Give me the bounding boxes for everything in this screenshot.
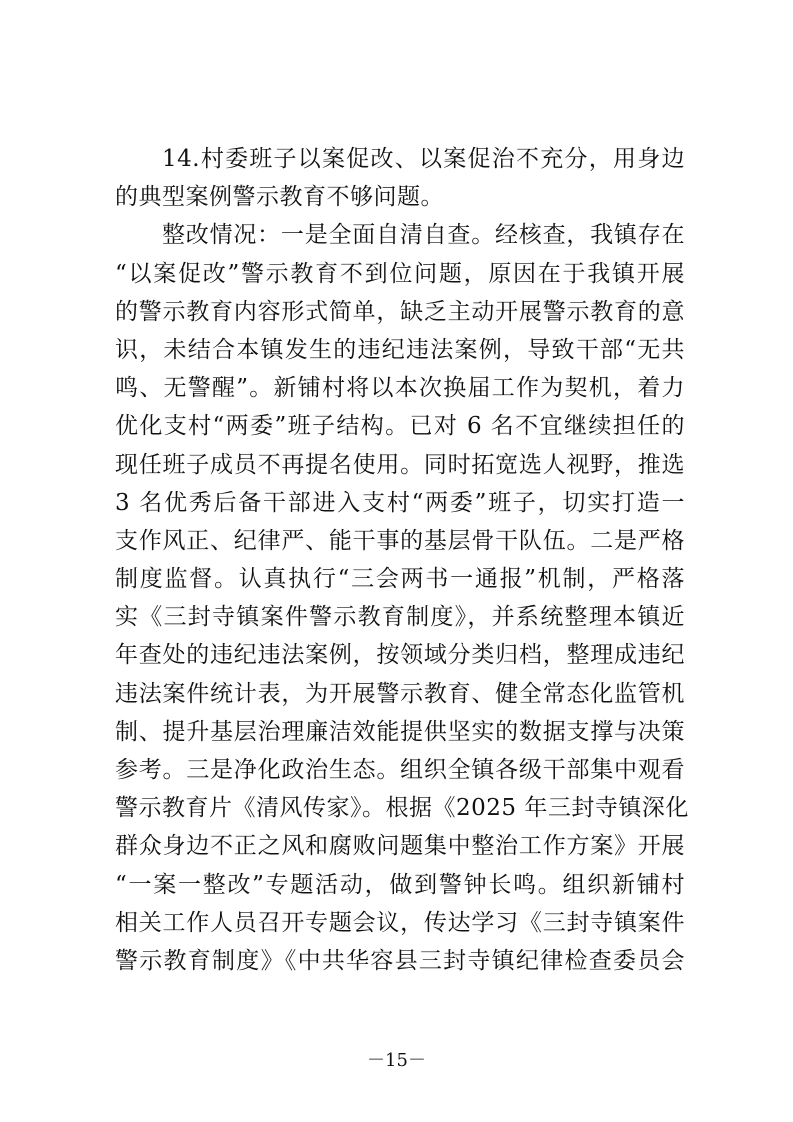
- text-line: 警示教育制度》《中共华容县三封寺镇纪律检查委员会: [115, 947, 685, 974]
- text-line: 相关工作人员召开专题会议，传达学习《三封寺镇案件: [115, 909, 685, 936]
- text-line: 鸣、无警醒”。新铺村将以本次换届工作为契机，着力: [115, 375, 685, 402]
- text-line: 14.村委班子以案促改、以案促治不充分，用身边: [162, 146, 685, 172]
- text-line: 整改情况：一是全面自清自查。经核查，我镇存在: [162, 222, 685, 249]
- text-line: 年查处的违纪违法案例，按领域分类归档，整理成违纪: [115, 642, 685, 669]
- text-line: 现任班子成员不再提名使用。同时拓宽选人视野，推选: [115, 451, 685, 478]
- text-line: 制度监督。认真执行“三会两书一通报”机制，严格落: [115, 566, 685, 593]
- text-line: 3 名优秀后备干部进入支村“两委”班子，切实打造一: [115, 489, 685, 516]
- text-line: 支作风正、纪律严、能干事的基层骨干队伍。二是严格: [115, 527, 685, 554]
- text-line: “以案促改”警示教育不到位问题，原因在于我镇开展: [115, 260, 685, 287]
- text-line: 群众身边不正之风和腐败问题集中整治工作方案》开展: [115, 833, 685, 860]
- text-line: 警示教育片《清风传家》。根据《2025 年三封寺镇深化: [115, 795, 689, 822]
- text-line: 实《三封寺镇案件警示教育制度》，并系统整理本镇近: [115, 604, 685, 631]
- text-line: 的典型案例警示教育不够问题。: [115, 184, 444, 211]
- text-line: 参考。三是净化政治生态。组织全镇各级干部集中观看: [115, 757, 685, 783]
- text-line: 识，未结合本镇发生的违纪违法案例，导致干部“无共: [115, 336, 685, 363]
- page-number: －15－: [367, 1050, 426, 1071]
- text-line: “一案一整改”专题活动，做到警钟长鸣。组织新铺村: [115, 871, 685, 898]
- text-line: 违法案件统计表，为开展警示教育、健全常态化监管机: [115, 680, 685, 707]
- text-line: 制、提升基层治理廉洁效能提供坚实的数据支撑与决策: [115, 718, 685, 745]
- text-line: 的警示教育内容形式简单，缺乏主动开展警示教育的意: [115, 298, 685, 325]
- text-line: 优化支村“两委”班子结构。已对 6 名不宜继续担任的: [115, 413, 685, 440]
- body-text: [115, 140, 689, 980]
